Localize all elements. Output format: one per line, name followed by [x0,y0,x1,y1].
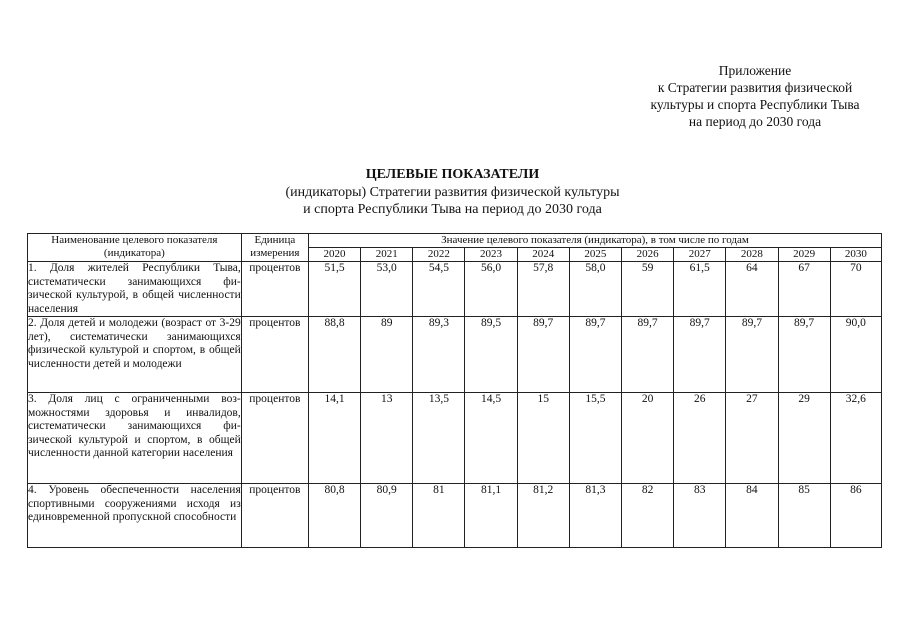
document-subtitle-line: и спорта Республики Тыва на период до 2030 года [303,202,602,217]
value-cell: 20 [621,393,673,484]
value-cell: 89,7 [517,317,569,393]
column-header-year: 2028 [726,248,778,262]
value-cell: 89,7 [778,317,830,393]
unit-cell: процентов [241,317,308,393]
value-cell: 89,7 [674,317,726,393]
value-cell: 85 [778,484,830,548]
column-header-year: 2021 [361,248,413,262]
value-cell: 89,7 [569,317,621,393]
value-cell: 89,3 [413,317,465,393]
appendix-line: культуры и спорта Республики Тыва [650,97,860,112]
value-cell: 14,5 [465,393,517,484]
indicator-name-cell: 1. Доля жителей Республики Тыва, систематически занимающихся физической культурой, в общей численности населения [28,262,241,315]
value-cell: 89 [361,317,413,393]
value-cell: 90,0 [830,317,881,393]
value-cell: 58,0 [569,262,621,317]
column-header-year: 2025 [569,248,621,262]
column-header-year: 2027 [674,248,726,262]
column-header-name-line: Наименование целевого показателя [51,234,218,246]
value-cell: 15 [517,393,569,484]
value-cell: 29 [778,393,830,484]
document-title: ЦЕЛЕВЫЕ ПОКАЗАТЕЛИ [365,167,540,182]
table-body [28,262,882,548]
value-cell: 89,7 [621,317,673,393]
appendix-note [600,62,905,130]
document-subtitle-line: (индикаторы) Стратегии развития физической культуры [285,185,620,200]
table-row [28,484,882,548]
appendix-line: к Стратегии развития физической [657,80,853,95]
indicator-name-cell: 3. Доля лиц с ограниченными возможностями здоровья и инвалидов, систематически занимающихся физической культурой и спортом, в общей численности данной категории населения [28,393,242,484]
column-header-year: 2030 [830,248,881,262]
value-cell: 83 [674,484,726,548]
column-header-year: 2026 [621,248,673,262]
column-header-unit [241,234,308,262]
document-heading [0,166,905,218]
value-cell: 81 [413,484,465,548]
column-header-year: 2024 [517,248,569,262]
value-cell: 80,8 [308,484,360,548]
value-cell: 51,5 [308,262,360,317]
table-row [28,262,882,317]
value-cell: 14,1 [308,393,360,484]
value-cell: 57,8 [517,262,569,317]
value-cell: 56,0 [465,262,517,317]
column-header-unit-line: Единица [254,234,296,246]
value-cell: 81,2 [517,484,569,548]
appendix-line: Приложение [718,63,792,78]
indicator-name-cell: 2. Доля детей и молодежи (возраст от 3-29 лет), систематически занимающихся физической культурой и спортом, в общей численности детей и молодежи [28,317,242,393]
value-cell: 84 [726,484,778,548]
table-row [28,317,882,393]
column-header-unit-line: измерения [250,247,300,259]
value-cell: 15,5 [569,393,621,484]
value-cell: 82 [621,484,673,548]
value-cell: 54,5 [413,262,465,317]
value-cell: 86 [830,484,881,548]
column-header-name-line: (индикатора) [103,247,165,259]
value-cell: 89,5 [465,317,517,393]
value-cell: 70 [830,262,881,317]
value-cell: 80,9 [361,484,413,548]
value-cell: 81,1 [465,484,517,548]
column-header-year: 2022 [413,248,465,262]
value-cell: 27 [726,393,778,484]
value-cell: 67 [778,262,830,317]
indicator-name-cell: 4. Уровень обеспеченности населения спортивными сооружениями исходя из единовременной пропускной способности [28,484,242,548]
value-cell: 53,0 [361,262,413,317]
value-cell: 59 [621,262,673,317]
table-header-row [28,234,882,248]
value-cell: 61,5 [674,262,726,317]
unit-cell: процентов [241,262,308,317]
column-header-values: Значение целевого показателя (индикатора), в том числе по годам [308,234,881,248]
value-cell: 89,7 [726,317,778,393]
value-cell: 81,3 [569,484,621,548]
value-cell: 13 [361,393,413,484]
value-cell: 26 [674,393,726,484]
value-cell: 13,5 [413,393,465,484]
appendix-line: на период до 2030 года [688,114,822,129]
column-header-year: 2020 [308,248,360,262]
column-header-name [28,234,242,262]
table-row [28,393,882,484]
value-cell: 64 [726,262,778,317]
column-header-year: 2029 [778,248,830,262]
unit-cell: процентов [241,484,308,548]
unit-cell: процентов [241,393,308,484]
targets-table [27,233,882,548]
column-header-year: 2023 [465,248,517,262]
value-cell: 88,8 [308,317,360,393]
value-cell: 32,6 [830,393,881,484]
